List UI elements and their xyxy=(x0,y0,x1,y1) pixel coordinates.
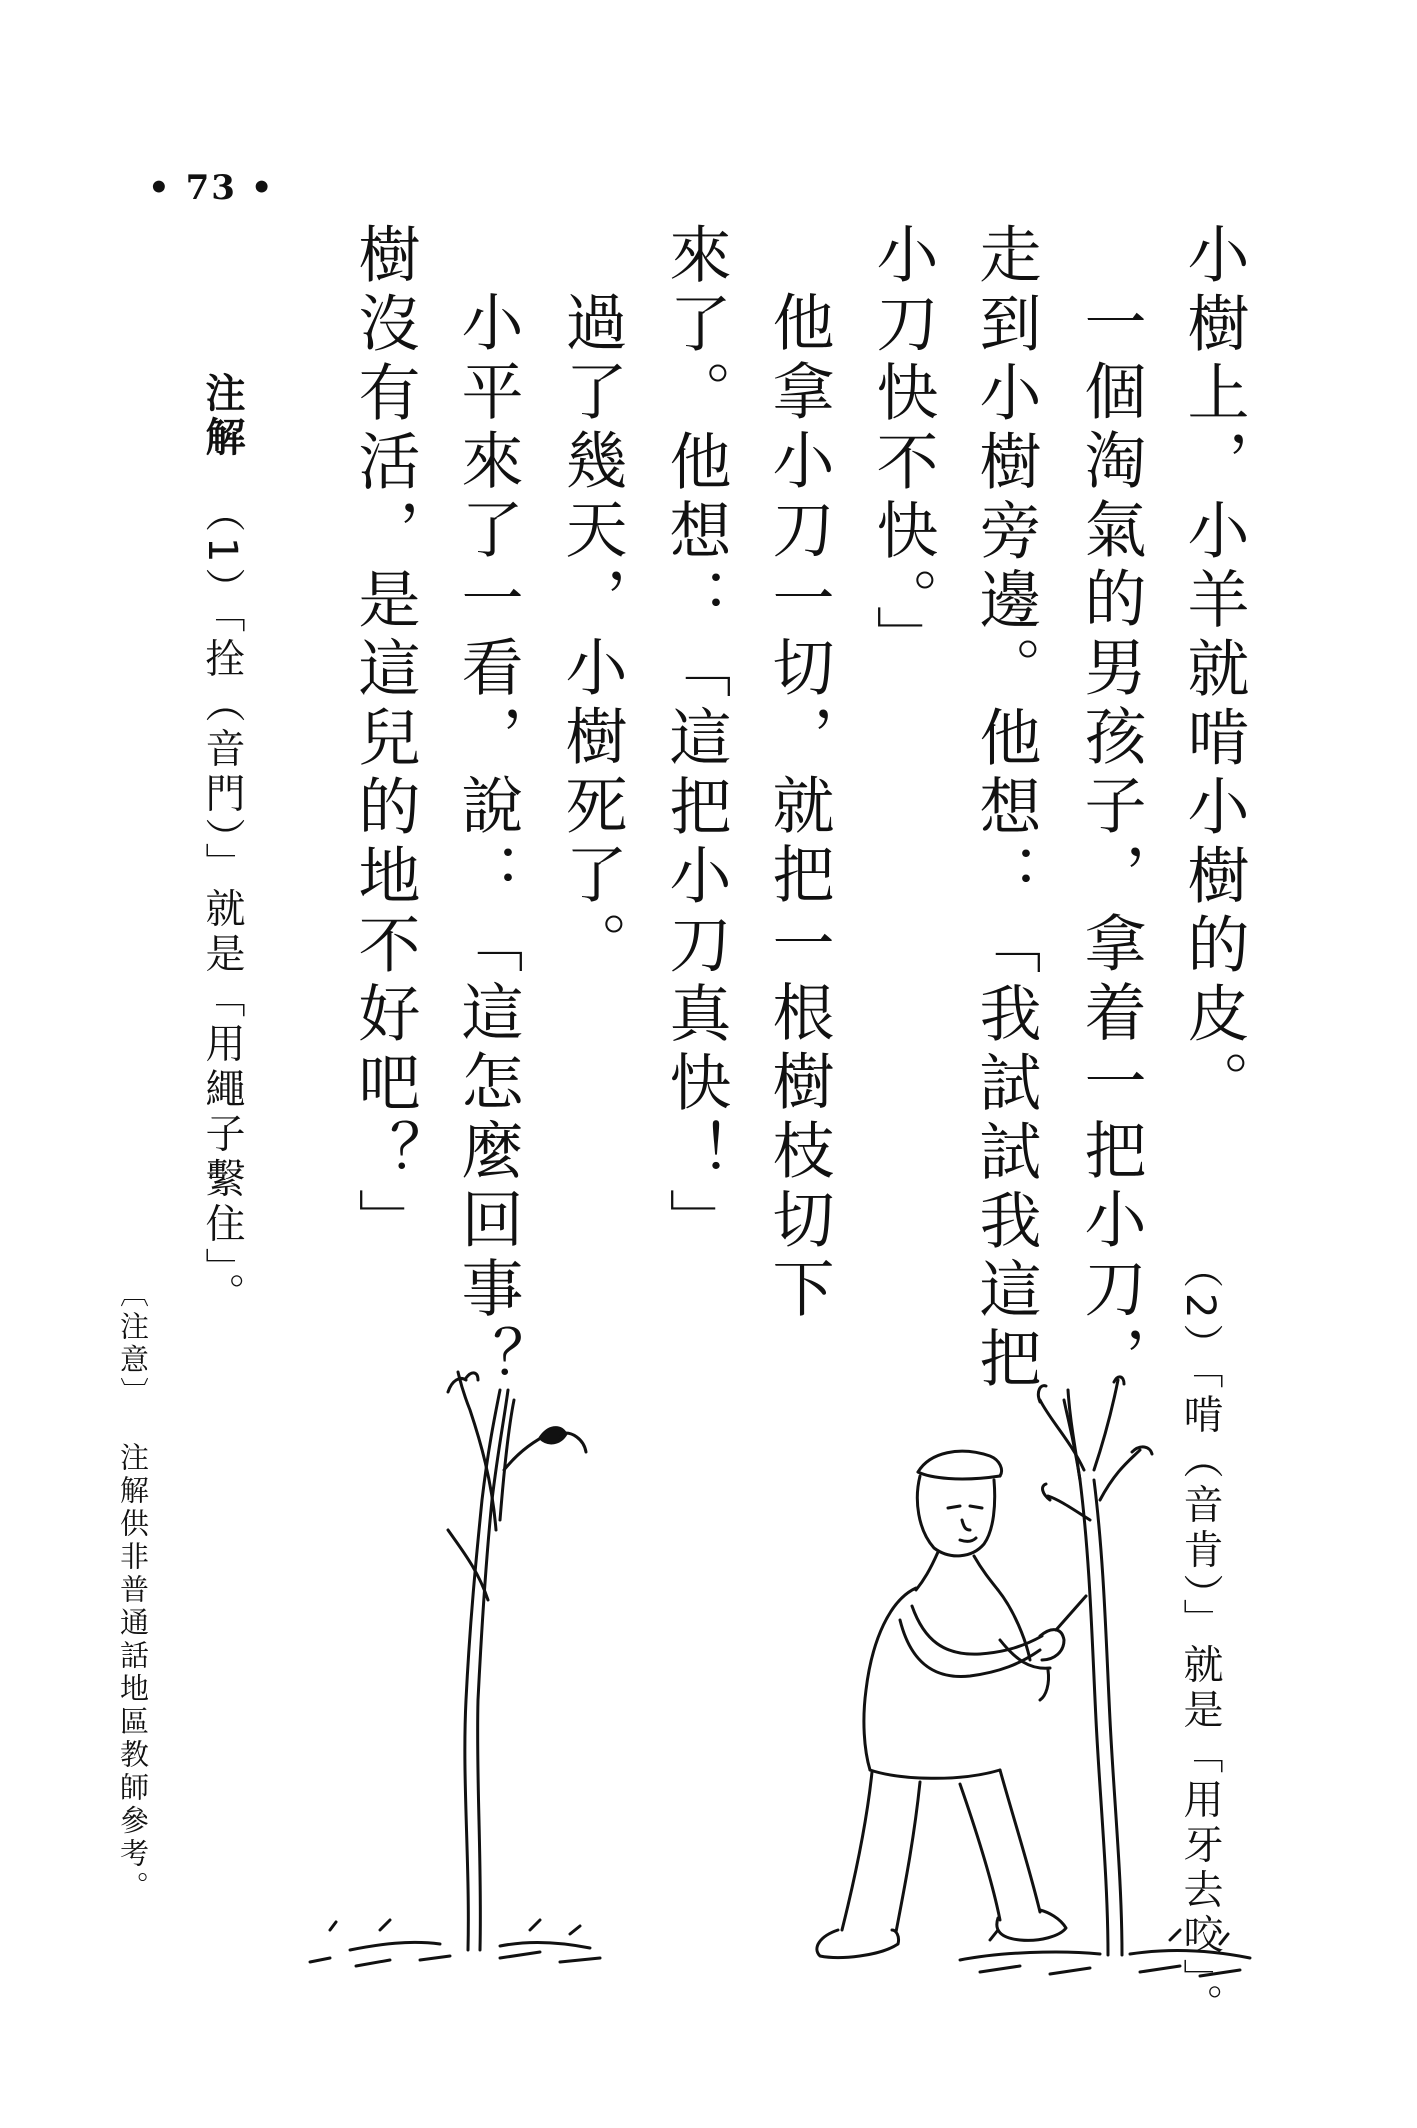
boy-figure-icon xyxy=(817,1451,1086,1957)
note-2: （2）「啃（音肯）」就是「用牙去咬」。 xyxy=(1177,1248,1223,2029)
text-column-3: 走到小樹旁邊。他想：「我試試我這把 xyxy=(969,222,1042,1395)
text-column-8: 小平來了一看，說：「這怎麼回事？ xyxy=(451,290,524,1394)
note-1: （1）「拴（音門）」就是「用繩子繫住」。 xyxy=(199,492,245,1318)
attention-text: 注解供非普通話地區教師參考。 xyxy=(116,1442,150,1904)
text-column-6: 來了。他想：「這把小刀真快！」 xyxy=(659,222,732,1257)
young-tree-icon xyxy=(960,1377,1250,1976)
notes-heading: 注解 xyxy=(199,372,245,460)
dead-tree-icon xyxy=(310,1372,600,1966)
page-number: • 73 • xyxy=(148,168,275,208)
text-column-1: 小樹上，小羊就啃小樹的皮。 xyxy=(1177,222,1250,1119)
text-column-9: 樹沒有活，是這兒的地不好吧？」 xyxy=(348,222,421,1257)
attention-label: 〔注意〕 xyxy=(116,1278,150,1410)
text-column-5: 他拿小刀一切，就把一根樹枝切下 xyxy=(762,290,835,1325)
text-column-2: 一個淘氣的男孩子，拿着一把小刀， xyxy=(1074,290,1147,1394)
text-column-4: 小刀快不快。」 xyxy=(866,222,939,674)
text-column-7: 過了幾天，小樹死了。 xyxy=(555,290,628,980)
